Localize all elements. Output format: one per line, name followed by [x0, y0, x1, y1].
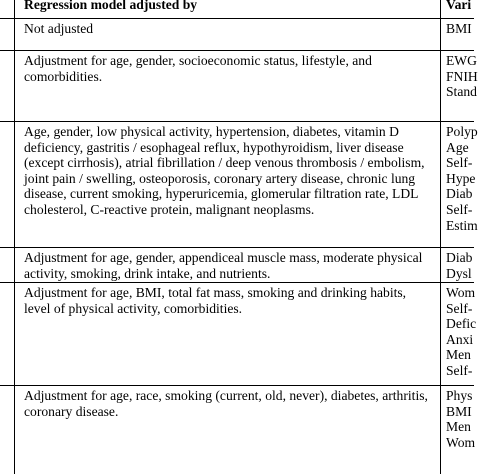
column-divider — [440, 386, 441, 474]
header-variables: Vari — [446, 0, 472, 12]
variable-item: Diab — [446, 250, 473, 265]
header-regression-model: Regression model adjusted by — [24, 0, 198, 12]
variable-item: Estim — [446, 217, 478, 233]
variable-item: Self- — [446, 155, 473, 171]
row-variables — [446, 124, 486, 233]
table-row — [0, 283, 477, 386]
variable-item: Hype — [446, 170, 476, 186]
column-divider — [440, 283, 441, 385]
left-column-border — [0, 19, 15, 50]
left-column-border — [0, 51, 15, 121]
variable-item: Phys — [446, 388, 473, 403]
row-adjusted-by: Adjustment for age, BMI, total fat mass, smoking and drinking habits, level of physical activity, comorbidities. — [24, 285, 407, 316]
table-row — [0, 19, 474, 51]
left-column-border — [0, 386, 15, 474]
row-variables — [446, 21, 486, 37]
variable-item: FNIH — [446, 68, 478, 84]
variable-item: Wom — [446, 285, 476, 300]
row-variables — [446, 388, 486, 450]
column-divider — [440, 0, 441, 18]
variable-item: Men — [446, 419, 471, 435]
left-column-border — [0, 283, 15, 385]
variable-item: Self- — [446, 300, 473, 316]
row-adjusted-by: Adjustment for age, gender, socioeconomic status, lifestyle, and comorbidities. — [24, 53, 372, 84]
row-adjusted-by: Adjustment for age, race, smoking (current, old, never), diabetes, arthritis, coronary disease. — [24, 388, 428, 419]
row-variables — [446, 250, 486, 281]
table-row — [0, 386, 474, 474]
variable-item: Age — [446, 139, 469, 155]
variable-item: Self- — [446, 362, 473, 378]
table-row — [0, 51, 478, 122]
left-column-border — [0, 0, 15, 18]
variable-item: BMI — [446, 403, 472, 419]
variable-item: Defic — [446, 316, 477, 332]
variable-item: EWG — [446, 53, 477, 68]
column-divider — [440, 51, 441, 121]
variable-item: Stand — [446, 84, 477, 100]
variable-item: Dysl — [446, 265, 472, 281]
variable-item: Men — [446, 347, 471, 363]
table-row — [0, 122, 478, 248]
table-header — [0, 0, 474, 19]
left-column-border — [0, 248, 15, 282]
row-adjusted-by: Adjustment for age, gender, appendiceal muscle mass, moderate physical activity, smoking, drink intake, and nutrients. — [24, 250, 423, 281]
variable-item: Polyp — [446, 124, 478, 139]
table-row — [0, 248, 474, 283]
column-divider — [440, 248, 441, 282]
row-variables — [446, 53, 486, 100]
column-divider — [440, 122, 441, 247]
variable-item: Diab — [446, 186, 473, 202]
variable-item: Self- — [446, 201, 473, 217]
variable-item: BMI — [446, 21, 472, 36]
row-variables — [446, 285, 486, 379]
left-column-border — [0, 122, 15, 247]
row-adjusted-by: Age, gender, low physical activity, hypertension, diabetes, vitamin D deficiency, gastritis / esophageal reflux, hypothyroidism, liver disease (except cirrhosis), atrial fibrillation / deep venous thrombosis / embolism, joint pain / swelling, osteoporosis, coronary artery disease, chronic lung disease, current smoking, hyperuricemia, glomerular filtration rate, LDL cholesterol, C-reactive protein, malignant neoplasms. — [24, 124, 425, 217]
variable-item: Anxi — [446, 331, 474, 347]
row-adjusted-by: Not adjusted — [24, 21, 94, 36]
variable-item: Wom — [446, 434, 476, 450]
column-divider — [440, 19, 441, 50]
